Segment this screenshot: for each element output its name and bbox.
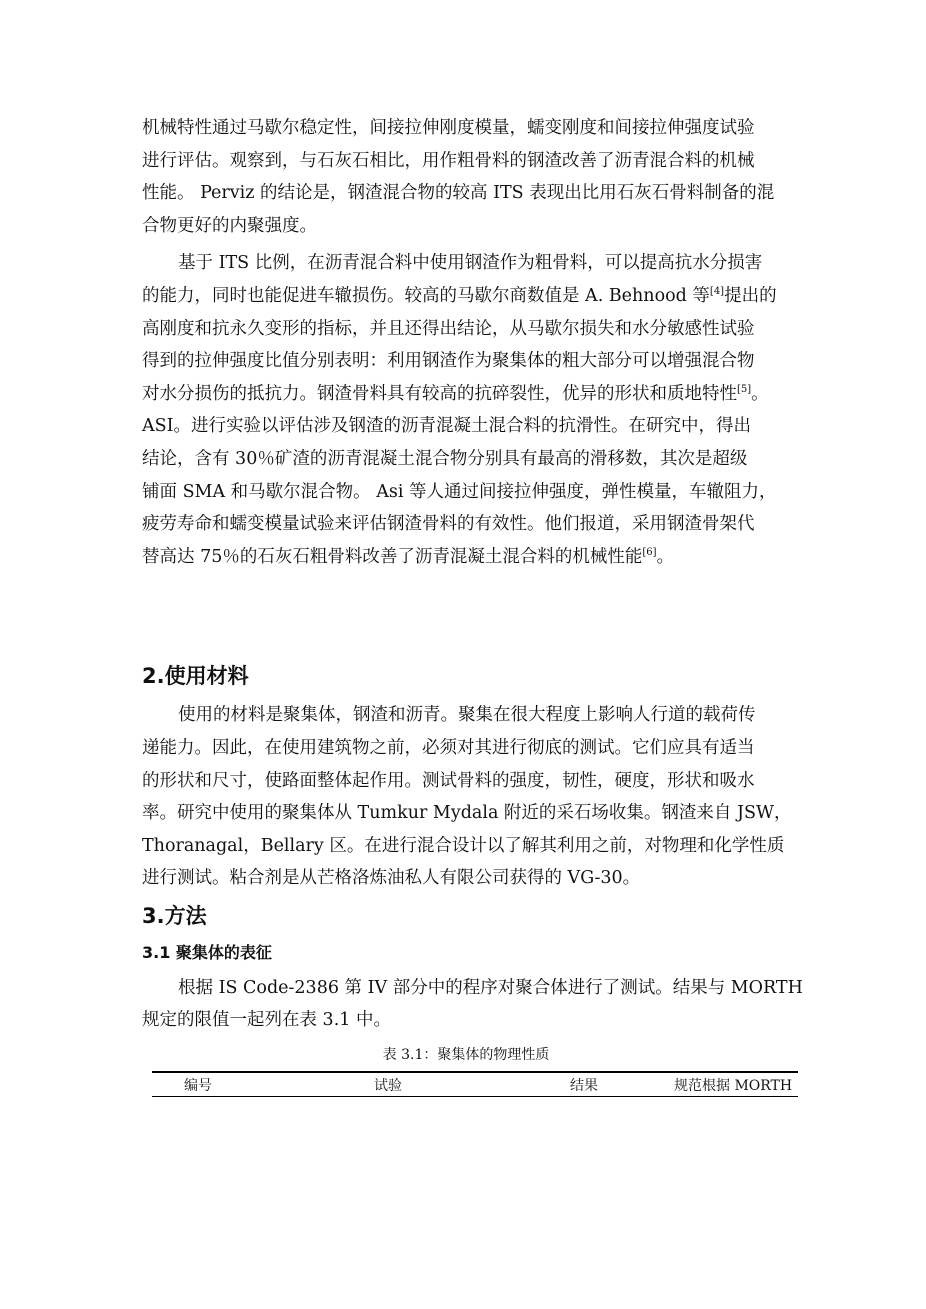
column-header: 试验 (374, 1078, 402, 1095)
text-line: 铺面 SMA 和马歇尔混合物。 Asi 等人通过间接拉伸强度，弹性模量，车辙阻力， (142, 481, 777, 502)
text-line (142, 378, 790, 411)
literature-paragraph (142, 247, 790, 573)
column-header: 规范根据 MORTH (674, 1078, 793, 1095)
text-segment: 替高达 75％的石灰石粗骨料改善了沥青混凝土混合料的机械性能 (142, 546, 643, 567)
text-segment: 。 (751, 383, 769, 404)
text-line: 疲劳寿命和蠕变模量试验来评估钢渣骨料的有效性。他们报道，采用钢渣骨架代 (142, 514, 755, 535)
aggregate-properties-table (152, 1071, 798, 1097)
text-line: 高刚度和抗永久变形的指标，并且还得出结论，从马歇尔损失和水分敏感性试验 (142, 318, 755, 339)
text-line (142, 280, 790, 313)
subsection-heading: 3.1 聚集体的表征 (142, 942, 272, 962)
intro-paragraph (142, 112, 790, 242)
text-line: Thoranagal，Bellary 区。在进行混合设计以了解其利用之前，对物理和化学性质 (142, 835, 785, 856)
text-line: 使用的材料是聚集体，钢渣和沥青。聚集在很大程度上影响人行道的载荷传 (178, 705, 756, 726)
citation-ref: [5] (737, 383, 752, 395)
document-page (142, 112, 803, 1097)
text-line: 进行评估。观察到，与石灰石相比，用作粗骨料的钢渣改善了沥青混合料的机械 (142, 150, 755, 171)
text-line: 根据 IS Code-2386 第 IV 部分中的程序对聚合体进行了测试。结果与 MORTH (178, 977, 803, 998)
column-header: 结果 (570, 1078, 598, 1095)
method-paragraph (142, 972, 803, 1037)
text-line: 率。研究中使用的聚集体从 Tumkur Mydala 附近的采石场收集。钢渣来自 JSW， (142, 803, 792, 824)
text-line (142, 541, 790, 574)
text-line: 性能。 Perviz 的结论是，钢渣混合物的较高 ITS 表现出比用石灰石骨料制备的混 (142, 183, 775, 204)
text-segment: 提出的 (724, 285, 777, 306)
text-segment: 对水分损伤的抵抗力。钢渣骨料具有较高的抗碎裂性，优异的形状和质地特性 (142, 383, 737, 404)
text-line: 机械特性通过马歇尔稳定性，间接拉伸刚度模量，蠕变刚度和间接拉伸强度试验 (142, 118, 755, 138)
text-line: 得到的拉伸强度比值分别表明：利用钢渣作为聚集体的粗大部分可以增强混合物 (142, 351, 755, 372)
text-line: 基于 ITS 比例，在沥青混合料中使用钢渣作为粗骨料，可以提高抗水分损害 (178, 253, 763, 274)
text-line: 递能力。因此，在使用建筑物之前，必须对其进行彻底的测试。它们应具有适当 (142, 737, 755, 758)
text-line: 的形状和尺寸，使路面整体起作用。测试骨料的强度，韧性，硬度，形状和吸水 (142, 770, 755, 791)
text-line: ASI。进行实验以评估涉及钢渣的沥青混凝土混合料的抗滑性。在研究中，得出 (142, 416, 752, 437)
text-line: 规定的限值一起列在表 3.1 中。 (142, 1010, 391, 1031)
table-caption: 表 3.1：聚集体的物理性质 (382, 1047, 550, 1064)
text-line: 进行测试。粘合剂是从芒格洛炼油私人有限公司获得的 VG-30。 (142, 868, 641, 889)
text-segment: 的能力，同时也能促进车辙损伤。较高的马歇尔商数值是 A. Behnood 等 (142, 285, 710, 306)
materials-paragraph (142, 699, 790, 895)
text-segment: 。 (656, 546, 675, 567)
text-line: 结论，含有 30％矿渣的沥青混凝土混合物分别具有最高的滑移数，其次是超级 (142, 448, 748, 469)
section-heading-method: 3.方法 (142, 903, 207, 928)
section-heading-materials: 2.使用材料 (142, 664, 249, 689)
table-header-row (152, 1072, 798, 1097)
text-line: 合物更好的内聚强度。 (142, 215, 317, 236)
citation-ref: [4] (709, 286, 725, 298)
citation-ref: [6] (642, 546, 657, 558)
column-header: 编号 (184, 1078, 212, 1095)
